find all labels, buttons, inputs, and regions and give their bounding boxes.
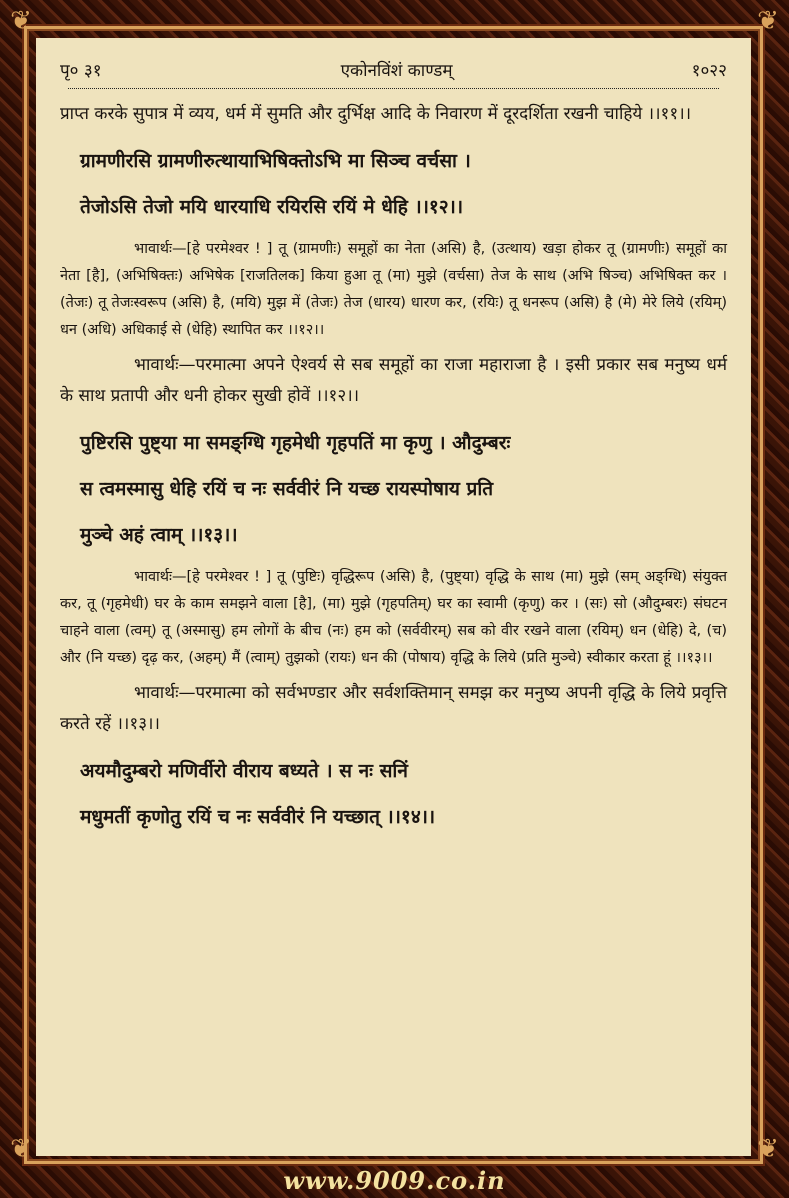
gloss-13	[60, 564, 727, 672]
corner-ornament-icon: ❦	[757, 1134, 779, 1164]
mantra-12-line-1: ग्रामणीरसि ग्रामणीरुत्थायाभिषिक्तोऽभि मा सिञ्च वर्चसा ।	[80, 150, 471, 172]
mantra-13-line-3: मुञ्चे अहं त्वाम् ।।१३।।	[80, 524, 238, 546]
corner-ornament-icon: ❦	[10, 6, 32, 36]
header-divider	[68, 88, 719, 89]
mantra-13-line-1: पुष्टिरसि पुष्ट्या मा समङ्ग्धि गृहमेधी गृहपतिं मा कृणु । औदुम्बरः	[80, 432, 511, 454]
bhavarth-12	[60, 350, 727, 412]
page-number-right: १०२२	[691, 60, 727, 81]
intro-paragraph: प्राप्त करके सुपात्र में व्यय, धर्म में सुमति और दुर्भिक्ष आदि के निवारण में दूरदर्शिता रखनी चाहिये ।।११।।	[60, 104, 692, 124]
website-footer: www.9009.co.in	[283, 1166, 506, 1195]
gloss-12-text: भावार्थः—[हे परमेश्वर ! ] तू (ग्रामणीः) समूहों का नेता (असि) है, (उत्थाय) खड़ा होकर तू (ग्रामणीः) समूहों का नेता [है], (अभिषिक्तः) अभिषेक [राजतिलक] किया हुआ तू (मा) मुझे (वर्चसा) तेज के साथ (अभि षिञ्च) अभिषिक्त कर । (तेजः) तू तेजःस्वरूप (असि) है, (मयि) मुझ में (तेजः) तेज (धारय) धारण कर, (रयिः) तू धनरूप (असि) है (मे) मेरे लिये (रयिम्) धन (अधि) अधिकाई से (धेहि) स्थापित कर ।।१२।।	[60, 241, 727, 338]
mantra-14-line-2: मधुमतीं कृणोतु रयिं च नः सर्ववीरं नि यच्छात् ।।१४।।	[80, 806, 436, 828]
gloss-12	[60, 236, 727, 344]
corner-ornament-icon: ❦	[10, 1134, 32, 1164]
page-title: एकोनविंशं काण्डम्	[340, 60, 453, 81]
corner-ornament-icon: ❦	[757, 6, 779, 36]
bhavarth-13	[60, 678, 727, 740]
bhavarth-13-text: भावार्थः—परमात्मा को सर्वभण्डार और सर्वशक्तिमान् समझ कर मनुष्य अपनी वृद्धि के लिये प्रवृत्ति करते रहें ।।१३।।	[60, 683, 727, 734]
mantra-14-line-1: अयमौदुम्बरो मणिर्वीरो वीराय बध्यते । स नः सनिं	[80, 760, 408, 782]
bhavarth-12-text: भावार्थः—परमात्मा अपने ऐश्वर्य से सब समूहों का राजा महाराजा है । इसी प्रकार सब मनुष्य धर्म के साथ प्रतापी और धनी होकर सुखी होवें ।।१२।।	[60, 355, 727, 406]
mantra-13-line-2: स त्वमस्मासु धेहि रयिं च नः सर्ववीरं नि यच्छ रायस्पोषाय प्रति	[80, 478, 494, 500]
mantra-12-line-2: तेजोऽसि तेजो मयि धारयाधि रयिरसि रयिं मे धेहि ।।१२।।	[80, 196, 464, 218]
book-page	[36, 38, 751, 1156]
gloss-13-text: भावार्थः—[हे परमेश्वर ! ] तू (पुष्टिः) वृद्धिरूप (असि) है, (पुष्ट्या) वृद्धि के साथ (मा) मुझे (सम् अङ्ग्धि) संयुक्त कर, तू (गृहमेधी) घर के काम समझने वाला [है], (मा) मुझे (गृहपतिम्) घर का स्वामी (कृणु) कर । (सः) सो (औदुम्बरः) संघटन चाहने वाला (त्वम्) तू (अस्मासु) हम लोगों के बीच (नः) हम को (सर्ववीरम्) सब को वीर रखने वाला (रयिम्) धन (धेहि) दे, (च) और (नि यच्छ) दृढ़ कर, (अहम्) मैं (त्वाम्) तुझको (रायः) धन की (पोषाय) वृद्धि के लिये (प्रति मुञ्चे) स्वीकार करता हूं ।।१३।।	[60, 569, 727, 666]
page-number-left: पृ० ३१	[60, 60, 102, 81]
page-header	[60, 54, 727, 84]
